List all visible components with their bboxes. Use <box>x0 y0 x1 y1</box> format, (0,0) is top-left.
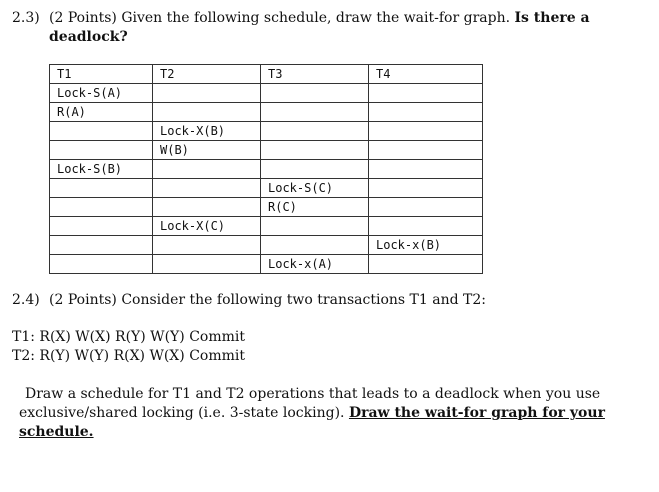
schedule-cell: Lock-x(A) <box>261 255 369 274</box>
schedule-header-cell: T1 <box>50 65 153 84</box>
schedule-cell: Lock-S(A) <box>50 84 153 103</box>
schedule-cell <box>369 141 483 160</box>
question-2-4-heading <box>12 291 486 310</box>
instruction-line-3: schedule. <box>19 424 94 440</box>
schedule-cell <box>261 236 369 255</box>
schedule-cell <box>50 217 153 236</box>
schedule-row <box>50 84 483 103</box>
instruction-line-2 <box>19 404 605 423</box>
schedule-row <box>50 217 483 236</box>
schedule-cell: W(B) <box>153 141 261 160</box>
schedule-cell <box>369 160 483 179</box>
schedule-cell <box>153 179 261 198</box>
schedule-cell <box>261 122 369 141</box>
schedule-row <box>50 198 483 217</box>
schedule-cell <box>50 255 153 274</box>
schedule-header-cell: T2 <box>153 65 261 84</box>
schedule-cell <box>369 103 483 122</box>
schedule-cell <box>153 103 261 122</box>
schedule-row <box>50 122 483 141</box>
schedule-row <box>50 160 483 179</box>
schedule-header-cell: T3 <box>261 65 369 84</box>
schedule-cell <box>153 84 261 103</box>
schedule-cell <box>153 160 261 179</box>
schedule-row <box>50 179 483 198</box>
schedule-row <box>50 236 483 255</box>
schedule-cell <box>369 122 483 141</box>
schedule-cell <box>369 198 483 217</box>
schedule-row <box>50 103 483 122</box>
schedule-cell <box>50 122 153 141</box>
schedule-row <box>50 255 483 274</box>
schedule-cell <box>50 179 153 198</box>
transaction-t1: T1: R(X) W(X) R(Y) W(Y) Commit <box>12 329 245 345</box>
schedule-header-cell: T4 <box>369 65 483 84</box>
question-text: Consider the following two transactions T1 and T2: <box>121 292 486 308</box>
question-points: (2 Points) <box>49 10 117 26</box>
schedule-table <box>49 64 483 274</box>
instruction-plain-text: exclusive/shared locking (i.e. 3-state locking). <box>19 405 345 421</box>
schedule-cell <box>153 255 261 274</box>
schedule-cell <box>50 198 153 217</box>
schedule-cell <box>261 103 369 122</box>
schedule-cell <box>261 141 369 160</box>
schedule-cell <box>261 84 369 103</box>
schedule-cell <box>50 236 153 255</box>
schedule-cell <box>153 236 261 255</box>
schedule-cell <box>369 217 483 236</box>
schedule-header-row <box>50 65 483 84</box>
schedule-cell: Lock-X(C) <box>153 217 261 236</box>
schedule-cell <box>50 141 153 160</box>
schedule-cell: Lock-S(C) <box>261 179 369 198</box>
question-number: 2.3) <box>12 10 40 26</box>
instruction-line-1: Draw a schedule for T1 and T2 operations that leads to a deadlock when you use <box>25 386 601 402</box>
question-number: 2.4) <box>12 292 40 308</box>
transaction-t2: T2: R(Y) W(Y) R(X) W(X) Commit <box>12 348 245 364</box>
schedule-cell: R(A) <box>50 103 153 122</box>
question-bold-text: Is there a <box>514 10 590 26</box>
question-2-3-heading <box>12 9 590 28</box>
instruction-emphasis-text: Draw the wait-for graph for your <box>348 405 605 421</box>
schedule-cell: Lock-X(B) <box>153 122 261 141</box>
schedule-cell <box>369 255 483 274</box>
schedule-cell: R(C) <box>261 198 369 217</box>
schedule-cell: Lock-x(B) <box>369 236 483 255</box>
question-points: (2 Points) <box>49 292 117 308</box>
schedule-cell <box>261 160 369 179</box>
question-2-3-heading-continued: deadlock? <box>49 29 128 45</box>
schedule-cell <box>369 84 483 103</box>
schedule-cell <box>153 198 261 217</box>
schedule-row <box>50 141 483 160</box>
question-text: Given the following schedule, draw the wait-for graph. <box>121 10 511 26</box>
schedule-cell: Lock-S(B) <box>50 160 153 179</box>
schedule-cell <box>369 179 483 198</box>
schedule-cell <box>261 217 369 236</box>
